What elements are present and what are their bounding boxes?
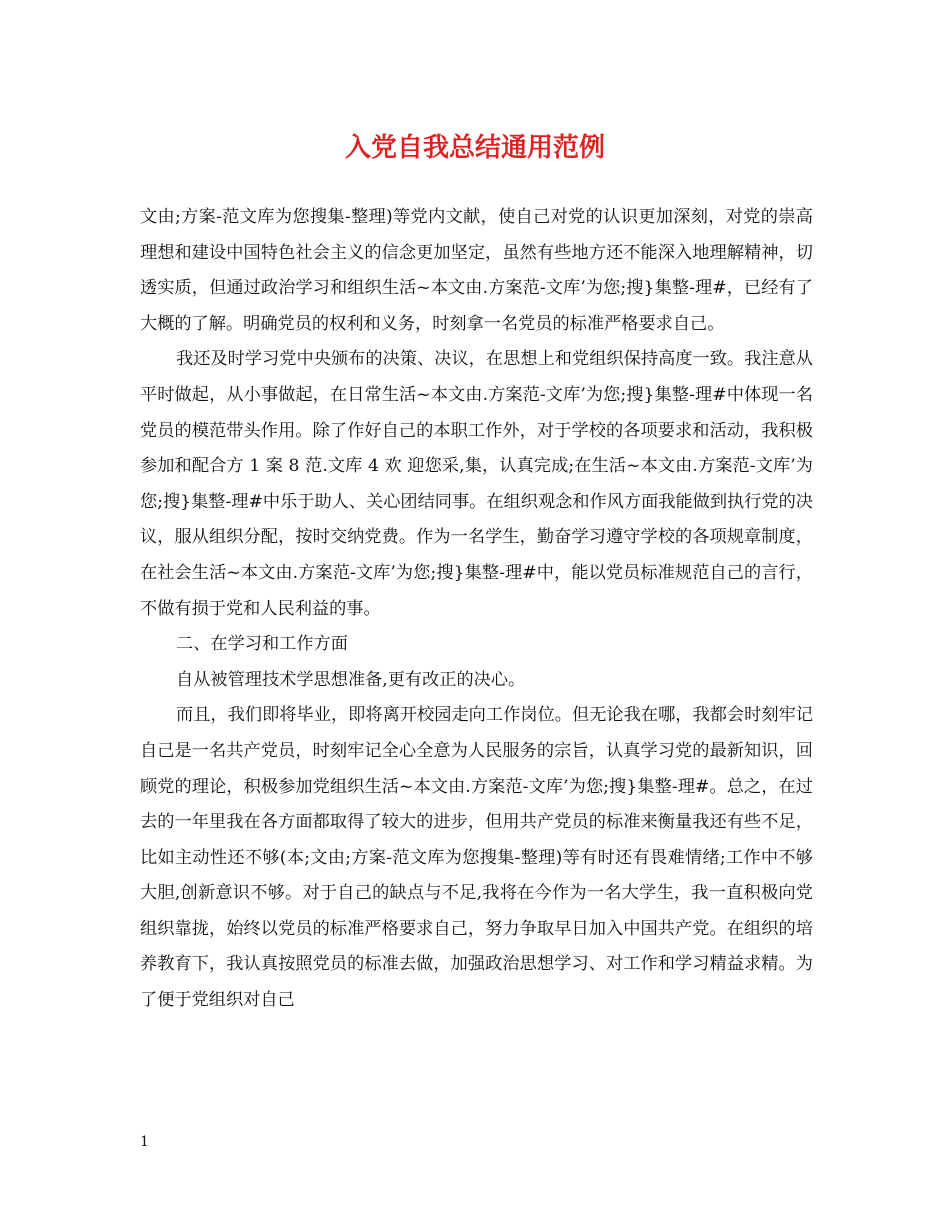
document-body xyxy=(140,200,813,1019)
paragraph-3: 自从被管理技术学思想准备,更有改正的决心。 xyxy=(176,669,526,690)
page-number: 1 xyxy=(140,1134,149,1150)
paragraph-1: 文由;方案-范文库为您搜集-整理)等党内文献，使自己对党的认识更加深刻，对党的崇高理想和建设中国特色社会主义的信念更加坚定，虽然有些地方还不能深入地理解精神，切透实质，但通过政治学习和组织生活~本文由.方案范-文库’为您;搜}集整-理#，已经有了大概的了解。明确党员的权利和义务，时刻拿一名党员的标准严格要求自己。 xyxy=(140,207,813,334)
paragraph-2: 我还及时学习党中央颁布的决策、决议，在思想上和党组织保持高度一致。我注意从平时做起，从小事做起，在日常生活~本文由.方案范-文库’为您;搜}集整-理#中体现一名党员的模范带头作用。除了作好自己的本职工作外，对于学校的各项要求和活动，我积极参加和配合方 1 案 8 范.文库 4 欢 迎您采,集，认真完成;在生活~本文由.方案范-文库’为您;搜}集整-理#中乐于助人、关心团结同事。在组织观念和作风方面我能做到执行党的决议，服从组织分配，按时交纳党费。作为一名学生，勤奋学习遵守学校的各项规章制度，在社会生活~本文由.方案范-文库’为您;搜}集整-理#中，能以党员标准规范自己的言行，不做有损于党和人民利益的事。 xyxy=(140,349,813,619)
paragraph-4: 而且，我们即将毕业，即将离开校园走向工作岗位。但无论我在哪，我都会时刻牢记自己是一名共产党员，时刻牢记全心全意为人民服务的宗旨，认真学习党的最新知识，回顾党的理论，积极参加党组织生活~本文由.方案范-文库’为您;搜}集整-理#。总之，在过去的一年里我在各方面都取得了较大的进步，但用共产党员的标准来衡量我还有些不足，比如主动性还不够(本;文由;方案-范文库为您搜集-整理)等有时还有畏难情绪;工作中不够大胆,创新意识不够。对于自己的缺点与不足,我将在今作为一名大学生，我一直积极向党组织靠拢，始终以党员的标准严格要求自己，努力争取早日加入中国共产党。在组织的培养教育下，我认真按照党员的标准去做，加强政治思想学习、对工作和学习精益求精。为了便于党组织对自己 xyxy=(140,705,813,1011)
section-heading: 二、在学习和工作方面 xyxy=(176,634,348,655)
document-title: 入党自我总结通用范例 xyxy=(344,133,605,163)
